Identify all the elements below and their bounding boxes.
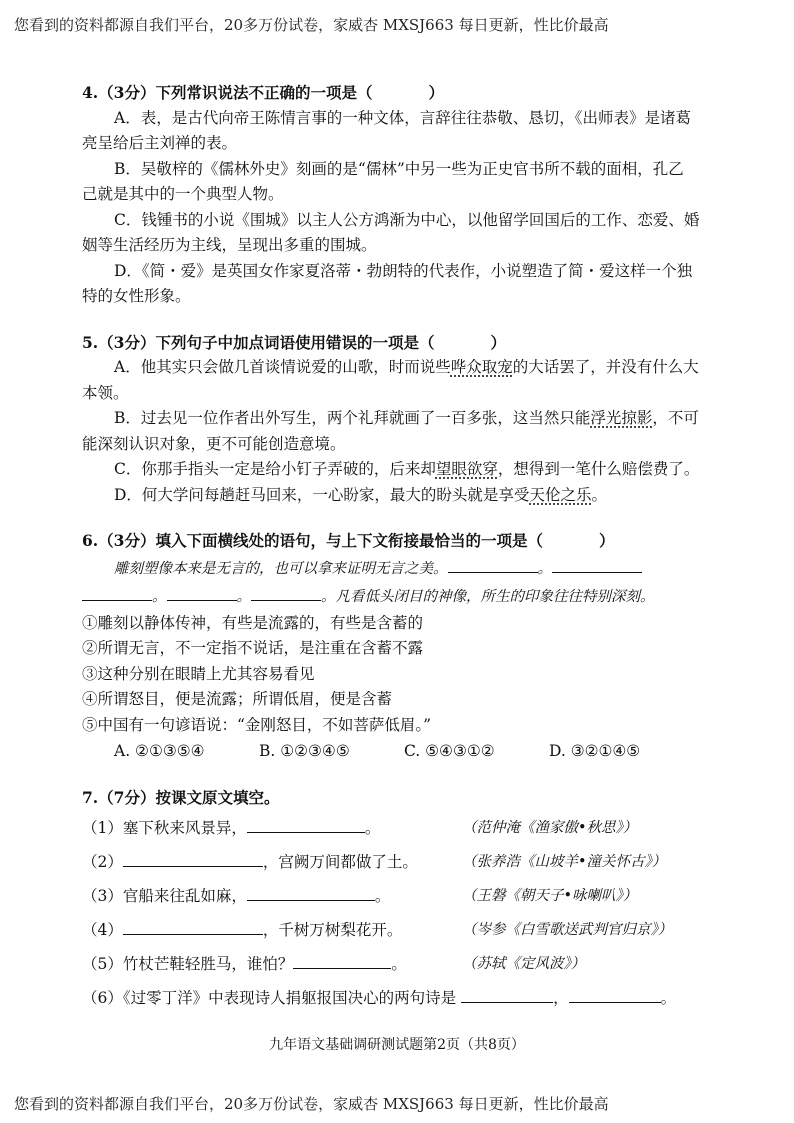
q5-option-a-cont: 本领。 xyxy=(82,383,129,402)
answer-blank[interactable] xyxy=(461,984,553,1003)
q7-row-6: （6）《过零丁洋》中表现诗人捐躯报国决心的两句诗是 ， 。 xyxy=(82,981,722,1015)
dotted-term: 望眼欲穿 xyxy=(435,460,498,478)
q4-option-b-cont: 己就是其中的一个典型人物。 xyxy=(82,185,284,203)
q7-row-5: （5）竹杖芒鞋轻胜马，谁怕？ 。 （苏轼《定风波》） xyxy=(82,947,722,981)
q6-passage-line-2: 。 。 。凡看低头闭目的神像，所生的印象往往特别深刻。 xyxy=(82,582,722,611)
question-7 xyxy=(82,785,722,1015)
answer-blank[interactable] xyxy=(82,582,152,601)
q6-item-4: ④所谓怒目，便是流露；所谓低眉，便是含蓄 xyxy=(82,690,393,708)
q7-row-5-source: （苏轼《定风波》） xyxy=(462,955,586,972)
question-5-title: 5.（3分）下列句子中加点词语使用错误的一项是（ ） xyxy=(82,332,506,352)
answer-blank[interactable] xyxy=(247,814,365,833)
answer-blank[interactable] xyxy=(123,848,263,867)
question-6-title: 6.（3分）填入下面横线处的语句，与上下文衔接最恰当的一项是（ ） xyxy=(82,531,615,550)
q4-option-a-cont: 亮呈给后主刘禅的表。 xyxy=(82,134,238,152)
answer-blank[interactable] xyxy=(293,950,391,969)
question-4 xyxy=(82,80,722,310)
q5-option-c: C．你那手指头一定是给小钉子弄破的，后来却望眼欲穿，想得到一笔什么赔偿费了。 xyxy=(114,460,700,478)
q4-option-d: D．《简・爱》是英国女作家夏洛蒂・勃朗特的代表作，小说塑造了简・爱这样一个独 xyxy=(114,261,693,280)
answer-blank[interactable] xyxy=(123,916,263,935)
q6-item-3: ③这种分别在眼睛上尤其容易看见 xyxy=(82,664,315,683)
q6-option-d: D. ③②①④⑤ xyxy=(549,742,641,760)
q4-option-a: A．表，是古代向帝王陈情言事的一种文体，言辞往往恭敬、恳切，《出师表》是诸葛 xyxy=(114,108,691,127)
q5-option-a: A．他其实只会做几首谈情说爱的山歌，时而说些哗众取宠的大话罢了，并没有什么大 xyxy=(114,358,699,376)
dotted-term: 天伦之乐 xyxy=(529,485,592,504)
dotted-term: 浮光掠影 xyxy=(590,409,653,427)
question-4-title: 4.（3分）下列常识说法不正确的一项是（ ） xyxy=(82,83,444,102)
dotted-term: 哗众取宠 xyxy=(450,358,513,376)
q7-row-3: （3）官船来往乱如麻， 。 （王磐《朝天子•咏喇叭》） xyxy=(82,879,722,913)
exam-page xyxy=(82,80,722,1035)
q6-option-b: B. ①②③④⑤ xyxy=(259,742,350,760)
question-5 xyxy=(82,330,722,509)
q7-row-2-source: （张养浩《山坡羊•潼关怀古》） xyxy=(462,853,667,870)
q5-option-d: D．何大学问每趟赶马回来，一心盼家，最大的盼头就是享受天伦之乐。 xyxy=(114,485,607,504)
q6-item-2: ②所谓无言，不一定指不说话，是注重在含蓄不露 xyxy=(82,639,424,657)
page-footer: 九年语文基础调研测试题第2页（共8页） xyxy=(269,1037,525,1053)
q7-row-1: （1）塞下秋来风景异， 。 （范仲淹《渔家傲•秋思》） xyxy=(82,811,722,845)
answer-blank[interactable] xyxy=(251,582,321,601)
answer-blank[interactable] xyxy=(247,882,375,901)
q7-row-1-source: （范仲淹《渔家傲•秋思》） xyxy=(462,819,638,836)
bottom-banner: 您看到的资料都源自我们平台，20多万份试卷，家威杏 MXSJ663 每日更新，性比价最高 xyxy=(14,1095,609,1113)
answer-blank[interactable] xyxy=(569,984,661,1003)
q7-row-2: （2） ，宫阙万间都做了土。 （张养浩《山坡羊•潼关怀古》） xyxy=(82,845,722,879)
q4-option-c-cont: 姻等生活经历为主线，呈现出多重的围城。 xyxy=(82,236,377,254)
q4-option-c: C．钱锺书的小说《围城》以主人公方鸿渐为中心，以他留学回国后的工作、恋爱、婚 xyxy=(114,210,700,229)
q4-option-b: B．吴敬梓的《儒林外史》刻画的是“儒林”中另一些为正史官书所不载的面相，孔乙 xyxy=(114,159,684,178)
q4-option-d-cont: 特的女性形象。 xyxy=(82,287,191,305)
q6-item-5: ⑤中国有一句谚语说：“金刚怒目，不如菩萨低眉。” xyxy=(82,715,432,734)
answer-blank[interactable] xyxy=(448,554,538,573)
q5-option-b: B．过去见一位作者出外写生，两个礼拜就画了一百多张，这当然只能浮光掠影，不可 xyxy=(114,409,699,427)
q7-row-4-source: （岑参《白雪歌送武判官归京》） xyxy=(462,921,673,938)
q7-row-3-source: （王磐《朝天子•咏喇叭》） xyxy=(462,887,638,904)
q6-options xyxy=(82,738,722,765)
q5-option-b-cont: 能深刻认识对象，更不可能创造意境。 xyxy=(82,434,346,453)
question-7-title: 7.（7分）按课文原文填空。 xyxy=(82,788,280,807)
top-banner: 您看到的资料都源自我们平台，20多万份试卷，家威杏 MXSJ663 每日更新，性比价最高 xyxy=(14,16,609,34)
q6-option-a: A. ②①③⑤④ xyxy=(114,742,205,760)
answer-blank[interactable] xyxy=(552,554,642,573)
q6-item-1: ①雕刻以静体传神，有些是流露的，有些是含蓄的 xyxy=(82,613,424,632)
q6-option-c: C. ⑤④③①② xyxy=(404,742,495,760)
q7-row-4: （4） ，千树万树梨花开。 （岑参《白雪歌送武判官归京》） xyxy=(82,913,722,947)
answer-blank[interactable] xyxy=(167,582,237,601)
question-6 xyxy=(82,528,722,765)
q6-passage-line-1: 雕刻塑像本来是无言的，也可以拿来证明无言之美。 。 xyxy=(82,554,722,583)
